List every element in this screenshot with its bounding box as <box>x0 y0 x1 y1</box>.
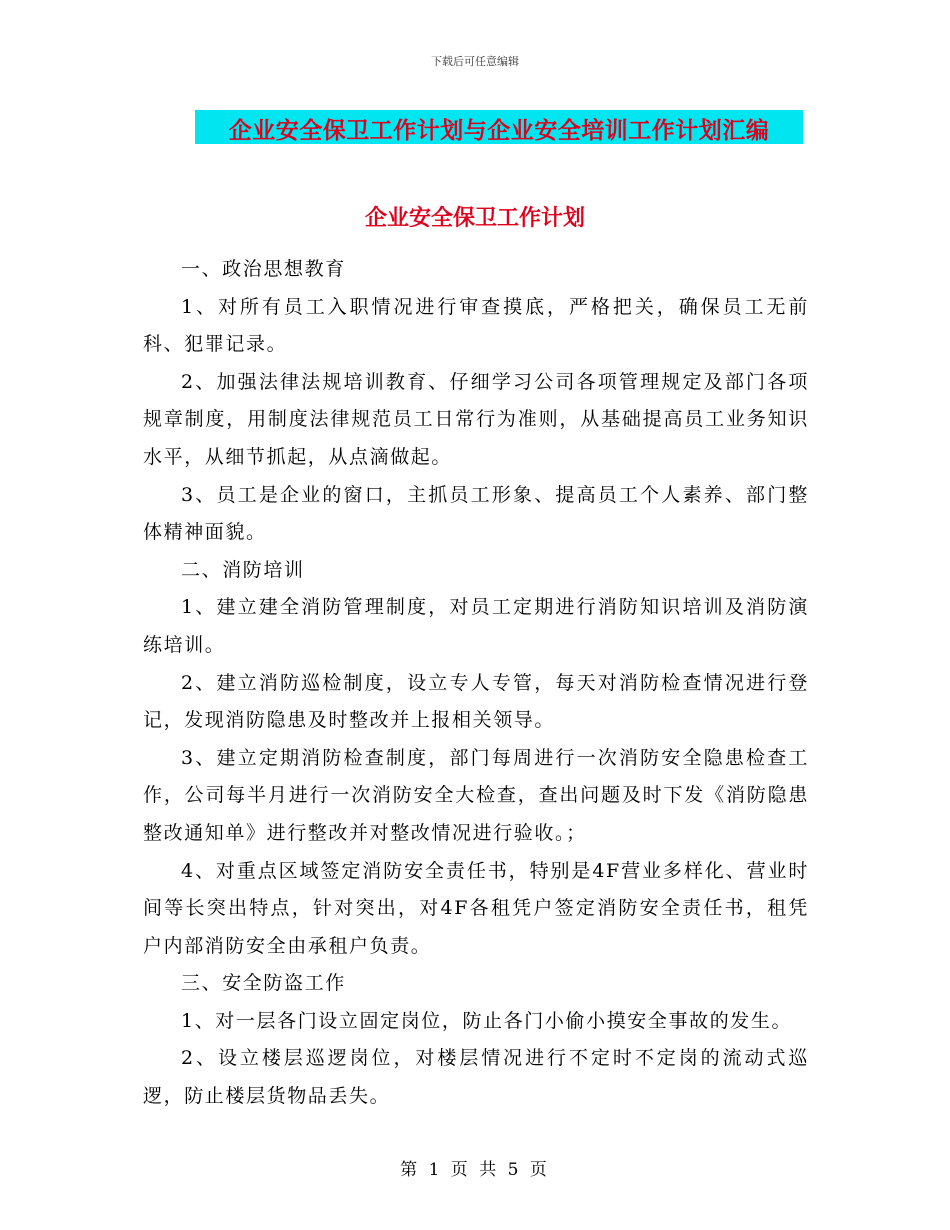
paragraph: 1、对所有员工入职情况进行审查摸底，严格把关，确保员工无前科、犯罪记录。 <box>143 295 809 356</box>
heading-anti-theft: 三、安全防盗工作 <box>181 972 346 995</box>
paragraph: 2、加强法律法规培训教育、仔细学习公司各项管理规定及部门各项规章制度，用制度法律规范员工日常行为准则，从基础提高员工业务知识水平，从细节抓起，从点滴做起。 <box>143 370 809 468</box>
document-title: 企业安全保卫工作计划与企业安全培训工作计划汇编 <box>228 117 770 144</box>
document-body <box>143 251 809 1116</box>
paragraph: 3、员工是企业的窗口，主抓员工形象、提高员工个人素养、部门整体精神面貌。 <box>143 483 809 544</box>
heading-political-education: 一、政治思想教育 <box>181 258 346 280</box>
paragraph: 1、建立建全消防管理制度，对员工定期进行消防知识培训及消防演练培训。 <box>143 596 809 656</box>
paragraph: 2、建立消防巡检制度，设立专人专管，每天对消防检查情况进行登记，发现消防隐患及时整改并上报相关领导。 <box>143 671 809 732</box>
paragraph: 2、设立楼层巡逻岗位，对楼层情况进行不定时不定岗的流动式巡逻，防止楼层货物品丢失。 <box>143 1047 809 1108</box>
paragraph: 4、对重点区域签定消防安全责任书，特别是4F营业多样化、营业时间等长突出特点，针对突出，对4F各租凭户签定消防安全责任书，租凭户内部消防安全由承租户负责。 <box>143 859 809 957</box>
section-title: 企业安全保卫工作计划 <box>364 205 585 231</box>
heading-fire-training: 二、消防培训 <box>181 558 305 581</box>
header-note: 下载后可任意编辑 <box>431 55 519 68</box>
paragraph: 3、建立定期消防检查制度，部门每周进行一次消防安全隐患检查工作，公司每半月进行一次消防安全大检查，查出问题及时下发《消防隐患整改通知单》进行整改并对整改情况进行验收。； <box>143 746 809 844</box>
paragraph: 1、对一层各门设立固定岗位，防止各门小偷小摸安全事故的发生。 <box>181 1009 793 1032</box>
page-number: 第 1 页 共 5 页 <box>400 1160 550 1180</box>
